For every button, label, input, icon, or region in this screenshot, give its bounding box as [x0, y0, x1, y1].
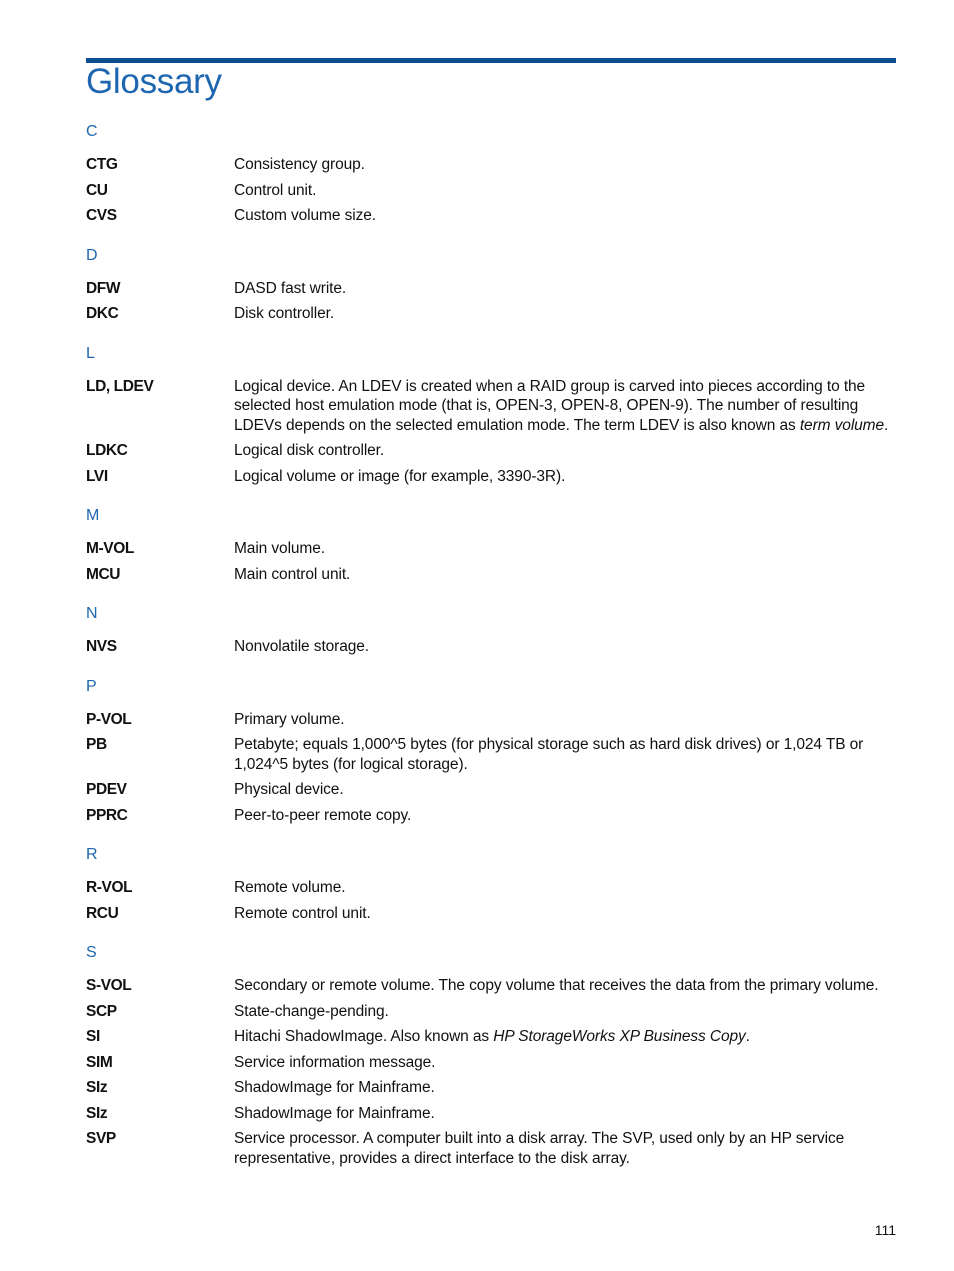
glossary-entry: [86, 181, 898, 201]
glossary-entry: [86, 637, 898, 657]
section-letter: S: [86, 944, 97, 961]
glossary-definition: [234, 1002, 898, 1022]
definition-text: Remote control unit.: [234, 904, 371, 922]
glossary-definition: [234, 279, 898, 299]
definition-text: DASD fast write.: [234, 279, 347, 297]
page-number: 111: [874, 1222, 896, 1238]
section-letter: C: [86, 123, 98, 140]
glossary-definition: [234, 1027, 898, 1047]
glossary-definition: [234, 878, 898, 898]
glossary-term: SIz: [86, 1104, 108, 1122]
glossary-section-l: [86, 343, 898, 487]
definition-text: Consistency group.: [234, 156, 365, 173]
glossary-term: RCU: [86, 904, 119, 922]
glossary-term: PPRC: [86, 806, 128, 824]
section-letter: P: [86, 677, 97, 695]
glossary-entry: [86, 279, 898, 299]
glossary-term: CU: [86, 181, 108, 199]
glossary-term: DKC: [86, 305, 119, 322]
glossary-entry: [86, 1104, 898, 1124]
glossary-entry: [86, 710, 898, 730]
glossary-definition: [234, 1053, 898, 1073]
definition-trailing-text: .: [745, 1028, 750, 1045]
glossary-definition: [234, 1129, 898, 1168]
glossary-entry: [86, 1129, 898, 1168]
definition-text: Petabyte; equals 1,000^5 bytes (for physical storage such as hard disk drives) or 1,024 TB or 1,024^5 bytes (for logical storage).: [234, 736, 864, 773]
glossary-section-p: [86, 676, 898, 826]
definition-text: Remote volume.: [234, 879, 346, 896]
glossary-entry: [86, 539, 898, 559]
definition-text: Main control unit.: [234, 565, 351, 583]
glossary-term: SCP: [86, 1002, 117, 1020]
glossary-entry: [86, 441, 898, 461]
definition-text: Peer-to-peer remote copy.: [234, 806, 412, 824]
glossary-definition: [234, 304, 898, 324]
glossary-term: PB: [86, 736, 107, 753]
glossary-term: M-VOL: [86, 540, 134, 557]
glossary-entry: [86, 565, 898, 585]
glossary-entry: [86, 780, 898, 800]
glossary-section-n: [86, 603, 898, 657]
definition-trailing-text: .: [884, 416, 889, 434]
section-letter: M: [86, 507, 100, 524]
glossary-term: MCU: [86, 565, 121, 583]
glossary-term: SIz: [86, 1079, 108, 1096]
glossary-term: P-VOL: [86, 710, 132, 728]
glossary-definition: [234, 806, 898, 826]
definition-text: ShadowImage for Mainframe.: [234, 1104, 435, 1122]
glossary-entry: [86, 1002, 898, 1022]
glossary-entry: [86, 467, 898, 487]
glossary-term: SI: [86, 1028, 100, 1045]
section-spacer: [86, 330, 898, 343]
section-spacer: [86, 831, 898, 844]
definition-text: ShadowImage for Mainframe.: [234, 1079, 435, 1096]
section-letter: N: [86, 605, 98, 622]
glossary-term: SIM: [86, 1053, 113, 1071]
glossary-definition: [234, 181, 898, 201]
section-spacer: [86, 929, 898, 942]
glossary-section-s: [86, 942, 898, 1168]
glossary-entry: [86, 206, 898, 226]
glossary-term: NVS: [86, 638, 117, 655]
definition-text: State-change-pending.: [234, 1002, 389, 1020]
glossary-term: DFW: [86, 279, 121, 297]
glossary-definition: [234, 976, 898, 996]
glossary-term: PDEV: [86, 781, 127, 798]
glossary-entry: [86, 1053, 898, 1073]
glossary-entry: [86, 735, 898, 774]
glossary-definition: [234, 1104, 898, 1124]
definition-text: Service information message.: [234, 1053, 436, 1071]
glossary-term: SVP: [86, 1130, 116, 1147]
glossary-entry: [86, 878, 898, 898]
definition-text: Logical disk controller.: [234, 442, 385, 459]
glossary-section-c: [86, 121, 898, 226]
definition-text: Physical device.: [234, 781, 344, 798]
glossary-entry: [86, 1078, 898, 1098]
definition-text: Primary volume.: [234, 710, 345, 728]
section-letter: D: [86, 246, 98, 264]
section-letter: L: [86, 344, 95, 362]
definition-text: Service processor. A computer built into a disk array. The SVP, used only by an HP service representative, provides a direct interface to the disk array.: [234, 1130, 845, 1167]
glossary-definition: [234, 155, 898, 175]
definition-text: Control unit.: [234, 181, 317, 199]
definition-text: Hitachi ShadowImage. Also known as: [234, 1028, 494, 1045]
glossary-definition: [234, 441, 898, 461]
definition-text: Custom volume size.: [234, 207, 376, 224]
glossary-entry: [86, 155, 898, 175]
glossary-definition: [234, 735, 898, 774]
glossary-section-d: [86, 245, 898, 324]
definition-text: Main volume.: [234, 540, 325, 557]
glossary-definition: [234, 467, 898, 487]
glossary-entry: [86, 976, 898, 996]
glossary-section-r: [86, 844, 898, 923]
glossary-term: CVS: [86, 207, 117, 224]
glossary-definition: [234, 1078, 898, 1098]
glossary-term: LVI: [86, 467, 108, 485]
section-spacer: [86, 492, 898, 505]
glossary-definition: [234, 637, 898, 657]
glossary-entry: [86, 1027, 898, 1047]
glossary-definition: [234, 539, 898, 559]
glossary-entry: [86, 806, 898, 826]
glossary-entry: [86, 377, 898, 436]
definition-text: Logical volume or image (for example, 3390-3R).: [234, 467, 566, 485]
definition-text: Logical device. An LDEV is created when a RAID group is carved into pieces according to the selected host emulation mode (that is, OPEN-3, OPEN-8, OPEN-9). The number of resulting LDEVs depends on the selected emulation mode. The term LDEV is also known as: [234, 377, 866, 434]
section-spacer: [86, 232, 898, 245]
glossary-term: LD, LDEV: [86, 377, 154, 395]
glossary-section-m: [86, 505, 898, 584]
glossary-term: S-VOL: [86, 977, 132, 994]
definition-text: Secondary or remote volume. The copy volume that receives the data from the primary volume.: [234, 977, 879, 994]
definition-text: Disk controller.: [234, 305, 335, 322]
definition-italic-text: HP StorageWorks XP Business Copy: [493, 1028, 746, 1045]
glossary-definition: [234, 565, 898, 585]
section-spacer: [86, 663, 898, 676]
glossary-entry: [86, 904, 898, 924]
glossary-definition: [234, 206, 898, 226]
glossary-definition: [234, 904, 898, 924]
section-spacer: [86, 590, 898, 603]
glossary-entry: [86, 304, 898, 324]
glossary-definition: [234, 710, 898, 730]
glossary-term: LDKC: [86, 442, 128, 459]
glossary-definition: [234, 377, 898, 436]
glossary-term: CTG: [86, 156, 118, 173]
glossary-content: [86, 121, 898, 1174]
section-letter: R: [86, 846, 98, 863]
definition-text: Nonvolatile storage.: [234, 638, 369, 655]
glossary-term: R-VOL: [86, 879, 133, 896]
definition-italic-text: term volume: [799, 416, 885, 434]
glossary-definition: [234, 780, 898, 800]
page-title: Glossary: [86, 62, 222, 101]
